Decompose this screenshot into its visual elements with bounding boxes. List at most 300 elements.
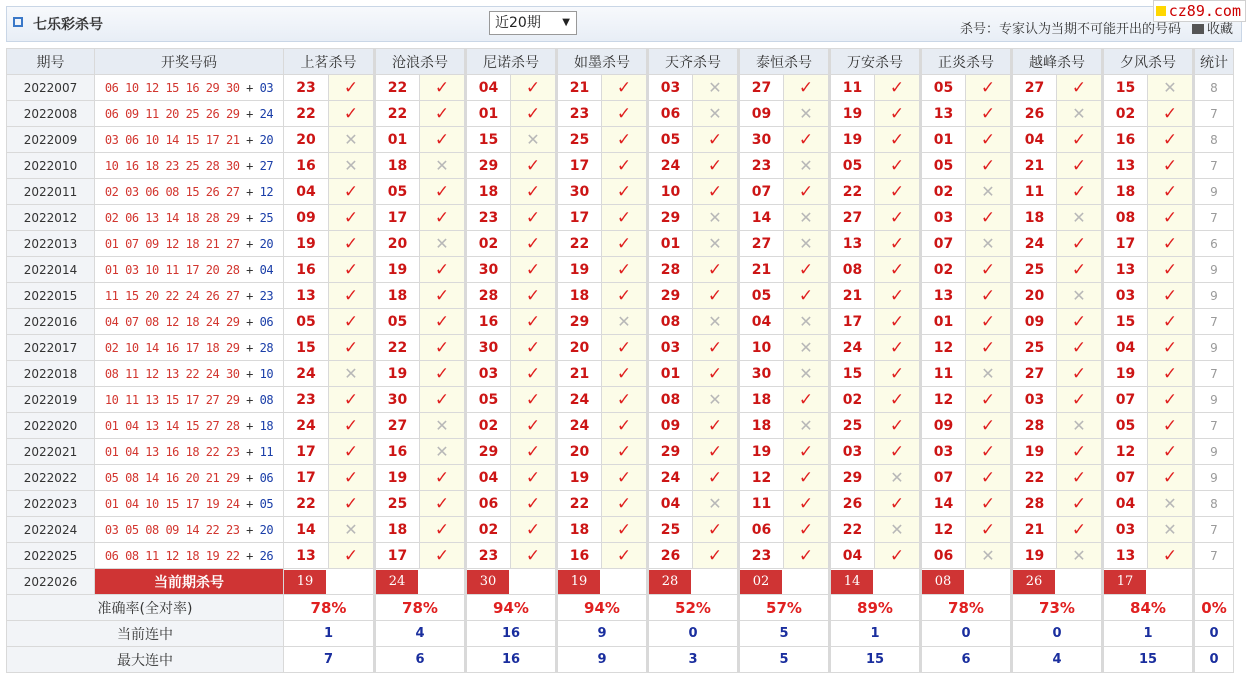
check-icon: ✓ [875, 491, 921, 517]
special-number: 20 [259, 522, 274, 537]
kill-number: 12 [921, 335, 966, 361]
kill-number: 21 [830, 283, 875, 309]
kill-number: 25 [1012, 257, 1057, 283]
check-icon: ✓ [511, 491, 557, 517]
top-bar [6, 6, 1242, 42]
check-icon: ✓ [693, 179, 739, 205]
period-range-select[interactable] [489, 11, 577, 35]
stat-value: 0 [1012, 621, 1103, 647]
col-expert: 越峰杀号 [1012, 49, 1103, 75]
check-icon: ✓ [1148, 283, 1194, 309]
cross-icon: ✕ [784, 231, 830, 257]
kill-number: 18 [557, 283, 602, 309]
stat-value: 15 [830, 647, 921, 673]
kill-number: 22 [830, 179, 875, 205]
hit-count: 7 [1194, 543, 1234, 569]
table-row [7, 101, 1234, 127]
page-title: 七乐彩杀号 [33, 17, 103, 33]
kill-number: 24 [830, 335, 875, 361]
table-row [7, 75, 1234, 101]
kill-number: 25 [557, 127, 602, 153]
cross-icon: ✕ [420, 439, 466, 465]
kill-number: 30 [739, 127, 784, 153]
special-number: 11 [259, 444, 274, 459]
kill-number: 17 [557, 205, 602, 231]
hit-count: 9 [1194, 387, 1234, 413]
check-icon: ✓ [602, 517, 648, 543]
check-icon: ✓ [1057, 257, 1103, 283]
stat-value: 16 [466, 647, 557, 673]
kill-number: 24 [557, 413, 602, 439]
kill-number: 18 [557, 517, 602, 543]
check-icon: ✓ [602, 491, 648, 517]
check-icon: ✓ [693, 543, 739, 569]
stat-value: 84% [1103, 595, 1194, 621]
hit-count: 7 [1194, 517, 1234, 543]
check-icon: ✓ [1148, 231, 1194, 257]
current-kill-cell [1012, 569, 1103, 595]
kill-number: 28 [1012, 491, 1057, 517]
kill-number: 26 [830, 491, 875, 517]
stat-value: 73% [1012, 595, 1103, 621]
hit-count: 8 [1194, 75, 1234, 101]
kill-number: 21 [1012, 517, 1057, 543]
kill-number: 19 [1012, 543, 1057, 569]
current-kill-number: 28 [649, 570, 691, 594]
table-row [7, 205, 1234, 231]
check-icon: ✓ [784, 543, 830, 569]
stat-value: 5 [739, 621, 830, 647]
hit-count: 9 [1194, 179, 1234, 205]
kill-number: 16 [284, 153, 329, 179]
plus-sign: + [239, 418, 260, 433]
current-kill-number: 19 [558, 570, 600, 594]
stat-value: 94% [466, 595, 557, 621]
kill-number: 04 [1103, 335, 1148, 361]
cross-icon: ✕ [1148, 517, 1194, 543]
draw-numbers: 10 11 13 15 17 27 29 [104, 392, 240, 407]
plus-sign: + [239, 496, 260, 511]
stat-value: 4 [375, 621, 466, 647]
check-icon: ✓ [602, 439, 648, 465]
kill-number: 13 [921, 101, 966, 127]
kill-number: 17 [1103, 231, 1148, 257]
stat-value: 9 [557, 621, 648, 647]
kill-number: 08 [648, 309, 693, 335]
check-icon: ✓ [602, 387, 648, 413]
hit-count: 6 [1194, 231, 1234, 257]
special-number: 08 [259, 392, 274, 407]
stat-value: 78% [375, 595, 466, 621]
stat-value: 78% [921, 595, 1012, 621]
kill-number: 03 [830, 439, 875, 465]
cross-icon: ✕ [329, 361, 375, 387]
check-icon: ✓ [875, 153, 921, 179]
check-icon: ✓ [1057, 309, 1103, 335]
check-icon: ✓ [1057, 387, 1103, 413]
special-number: 25 [259, 210, 274, 225]
kill-definition-note: 杀号：专家认为当期不可能开出的号码 [959, 22, 1181, 37]
hit-count: 9 [1194, 439, 1234, 465]
stat-value: 1 [1103, 621, 1194, 647]
kill-number: 12 [921, 387, 966, 413]
kill-number: 29 [648, 283, 693, 309]
special-number: 03 [259, 80, 274, 95]
kill-number: 22 [557, 231, 602, 257]
kill-number: 30 [466, 335, 511, 361]
table-row [7, 465, 1234, 491]
kill-number: 10 [648, 179, 693, 205]
period-cell: 2022020 [7, 413, 95, 439]
kill-number: 17 [284, 465, 329, 491]
check-icon: ✓ [693, 257, 739, 283]
check-icon: ✓ [420, 491, 466, 517]
draw-numbers: 01 07 09 12 18 21 27 [104, 236, 240, 251]
draw-cell [95, 439, 284, 465]
kill-number: 03 [648, 75, 693, 101]
draw-cell [95, 465, 284, 491]
draw-cell [95, 231, 284, 257]
draw-numbers: 10 16 18 23 25 28 30 [104, 158, 240, 173]
period-cell: 2022018 [7, 361, 95, 387]
col-period: 期号 [7, 49, 95, 75]
cross-icon: ✕ [875, 465, 921, 491]
kill-number: 18 [1012, 205, 1057, 231]
check-icon: ✓ [875, 387, 921, 413]
check-icon: ✓ [602, 179, 648, 205]
col-expert: 泰恒杀号 [739, 49, 830, 75]
kill-number: 02 [466, 231, 511, 257]
kill-number: 07 [921, 465, 966, 491]
check-icon: ✓ [602, 101, 648, 127]
period-cell: 2022008 [7, 101, 95, 127]
kill-number: 02 [466, 413, 511, 439]
check-icon: ✓ [511, 75, 557, 101]
cross-icon: ✕ [784, 153, 830, 179]
kill-number: 01 [921, 309, 966, 335]
kill-number: 09 [284, 205, 329, 231]
draw-cell [95, 361, 284, 387]
special-number: 20 [259, 236, 274, 251]
square-icon [13, 17, 23, 27]
kill-number: 06 [466, 491, 511, 517]
kill-number: 12 [739, 465, 784, 491]
kill-number: 14 [739, 205, 784, 231]
kill-number: 23 [739, 153, 784, 179]
hit-count: 8 [1194, 491, 1234, 517]
special-number: 05 [259, 496, 274, 511]
kill-number: 11 [921, 361, 966, 387]
draw-numbers: 06 09 11 20 25 26 29 [104, 106, 240, 121]
kill-number: 05 [466, 387, 511, 413]
kill-number: 27 [739, 231, 784, 257]
table-row [7, 413, 1234, 439]
period-cell: 2022013 [7, 231, 95, 257]
check-icon: ✓ [602, 361, 648, 387]
check-icon: ✓ [511, 205, 557, 231]
period-cell: 2022010 [7, 153, 95, 179]
check-icon: ✓ [511, 179, 557, 205]
check-icon: ✓ [329, 335, 375, 361]
kill-number: 08 [1103, 205, 1148, 231]
draw-numbers: 01 04 13 16 18 22 23 [104, 444, 240, 459]
plus-sign: + [239, 548, 260, 563]
kill-number: 05 [284, 309, 329, 335]
period-cell: 2022017 [7, 335, 95, 361]
check-icon: ✓ [875, 257, 921, 283]
cross-icon: ✕ [693, 309, 739, 335]
check-icon: ✓ [1057, 517, 1103, 543]
hit-count: 9 [1194, 335, 1234, 361]
table-row [7, 491, 1234, 517]
kill-number: 19 [557, 465, 602, 491]
check-icon: ✓ [784, 439, 830, 465]
kill-number: 13 [1103, 257, 1148, 283]
special-number: 27 [259, 158, 274, 173]
stat-value: 6 [921, 647, 1012, 673]
kill-number: 29 [557, 309, 602, 335]
kill-number: 05 [830, 153, 875, 179]
check-icon: ✓ [329, 465, 375, 491]
check-icon: ✓ [1148, 153, 1194, 179]
kill-number: 06 [739, 517, 784, 543]
check-icon: ✓ [693, 127, 739, 153]
check-icon: ✓ [329, 257, 375, 283]
draw-numbers: 03 05 08 09 14 22 23 [104, 522, 240, 537]
hit-count: 9 [1194, 465, 1234, 491]
period-cell: 2022011 [7, 179, 95, 205]
kill-number: 21 [739, 257, 784, 283]
cross-icon: ✕ [784, 309, 830, 335]
kill-number: 13 [284, 283, 329, 309]
cross-icon: ✕ [693, 491, 739, 517]
kill-number: 18 [1103, 179, 1148, 205]
plus-sign: + [239, 522, 260, 537]
plus-sign: + [239, 392, 260, 407]
stat-total: 0% [1194, 595, 1234, 621]
plus-sign: + [239, 106, 260, 121]
check-icon: ✓ [602, 335, 648, 361]
stat-value: 7 [284, 647, 375, 673]
kill-number: 22 [375, 335, 420, 361]
kill-number: 05 [375, 309, 420, 335]
check-icon: ✓ [1148, 101, 1194, 127]
check-icon: ✓ [1148, 179, 1194, 205]
current-kill-cell [921, 569, 1012, 595]
current-kill-number: 02 [740, 570, 782, 594]
kill-number: 12 [921, 517, 966, 543]
check-icon: ✓ [329, 205, 375, 231]
special-number: 24 [259, 106, 274, 121]
kill-number: 07 [1103, 465, 1148, 491]
check-icon: ✓ [420, 205, 466, 231]
check-icon: ✓ [420, 283, 466, 309]
draw-numbers: 01 04 13 14 15 27 28 [104, 418, 240, 433]
cross-icon: ✕ [693, 75, 739, 101]
favorite-label: 收藏 [1206, 22, 1233, 37]
draw-numbers: 03 06 10 14 15 17 21 [104, 132, 240, 147]
kill-number: 18 [375, 283, 420, 309]
check-icon: ✓ [875, 413, 921, 439]
cross-icon: ✕ [1057, 205, 1103, 231]
kill-number: 14 [284, 517, 329, 543]
check-icon: ✓ [602, 465, 648, 491]
header-row [7, 49, 1234, 75]
col-stat: 统计 [1194, 49, 1234, 75]
bookmark-icon [1192, 24, 1204, 34]
check-icon: ✓ [693, 413, 739, 439]
kill-number: 22 [830, 517, 875, 543]
kill-number: 11 [830, 75, 875, 101]
draw-cell [95, 205, 284, 231]
hit-count: 7 [1194, 205, 1234, 231]
period-cell: 2022024 [7, 517, 95, 543]
col-expert: 万安杀号 [830, 49, 921, 75]
kill-number: 19 [1012, 439, 1057, 465]
check-icon: ✓ [602, 413, 648, 439]
check-icon: ✓ [1057, 491, 1103, 517]
cross-icon: ✕ [1057, 283, 1103, 309]
kill-number: 19 [557, 257, 602, 283]
check-icon: ✓ [1057, 335, 1103, 361]
check-icon: ✓ [602, 153, 648, 179]
kill-number: 18 [466, 179, 511, 205]
kill-number: 17 [830, 309, 875, 335]
check-icon: ✓ [602, 75, 648, 101]
check-icon: ✓ [784, 491, 830, 517]
cross-icon: ✕ [1057, 543, 1103, 569]
check-icon: ✓ [784, 283, 830, 309]
kill-number: 30 [739, 361, 784, 387]
kill-number: 17 [375, 205, 420, 231]
draw-numbers: 11 15 20 22 24 26 27 [104, 288, 240, 303]
stat-value: 57% [739, 595, 830, 621]
check-icon: ✓ [784, 257, 830, 283]
kill-number: 22 [557, 491, 602, 517]
stat-value: 0 [648, 621, 739, 647]
check-icon: ✓ [420, 335, 466, 361]
kill-number: 16 [557, 543, 602, 569]
stat-value: 9 [557, 647, 648, 673]
table-row [7, 543, 1234, 569]
kill-number: 19 [830, 127, 875, 153]
current-kill-number: 30 [467, 570, 509, 594]
check-icon: ✓ [693, 283, 739, 309]
kill-number: 13 [1103, 153, 1148, 179]
check-icon: ✓ [966, 517, 1012, 543]
stat-value: 78% [284, 595, 375, 621]
hit-count: 7 [1194, 309, 1234, 335]
check-icon: ✓ [784, 179, 830, 205]
stat-label: 准确率(全对率) [7, 595, 284, 621]
period-range-value: 近20期 [495, 15, 541, 31]
kill-number: 26 [1012, 101, 1057, 127]
kill-number: 13 [830, 231, 875, 257]
check-icon: ✓ [602, 205, 648, 231]
check-icon: ✓ [1148, 205, 1194, 231]
period-cell: 2022019 [7, 387, 95, 413]
check-icon: ✓ [511, 153, 557, 179]
kill-number: 06 [648, 101, 693, 127]
draw-numbers: 02 03 06 08 15 26 27 [104, 184, 240, 199]
check-icon: ✓ [329, 439, 375, 465]
check-icon: ✓ [329, 413, 375, 439]
draw-cell [95, 309, 284, 335]
kill-number: 01 [921, 127, 966, 153]
stat-total: 0 [1194, 621, 1234, 647]
check-icon: ✓ [420, 465, 466, 491]
stat-value: 0 [921, 621, 1012, 647]
period-cell: 2022012 [7, 205, 95, 231]
draw-cell [95, 517, 284, 543]
check-icon: ✓ [511, 283, 557, 309]
check-icon: ✓ [1057, 127, 1103, 153]
check-icon: ✓ [966, 101, 1012, 127]
current-kill-cell [739, 569, 830, 595]
kill-number: 23 [739, 543, 784, 569]
table-row [7, 387, 1234, 413]
kill-number: 24 [648, 153, 693, 179]
special-number: 10 [259, 366, 274, 381]
draw-cell [95, 127, 284, 153]
plus-sign: + [239, 236, 260, 251]
kill-number: 04 [284, 179, 329, 205]
draw-numbers: 02 10 14 16 17 18 29 [104, 340, 240, 355]
draw-cell [95, 75, 284, 101]
check-icon: ✓ [966, 257, 1012, 283]
kill-number: 26 [648, 543, 693, 569]
kill-number: 09 [921, 413, 966, 439]
kill-number: 10 [739, 335, 784, 361]
col-expert: 夕风杀号 [1103, 49, 1194, 75]
check-icon: ✓ [511, 413, 557, 439]
cross-icon: ✕ [329, 153, 375, 179]
check-icon: ✓ [511, 439, 557, 465]
check-icon: ✓ [511, 361, 557, 387]
period-cell: 2022023 [7, 491, 95, 517]
plus-sign: + [239, 80, 260, 95]
kill-number: 27 [830, 205, 875, 231]
check-icon: ✓ [875, 127, 921, 153]
stat-value: 52% [648, 595, 739, 621]
plus-sign: + [239, 210, 260, 225]
col-expert: 上茗杀号 [284, 49, 375, 75]
check-icon: ✓ [693, 153, 739, 179]
stat-value: 1 [284, 621, 375, 647]
check-icon: ✓ [1057, 465, 1103, 491]
hit-count: 7 [1194, 153, 1234, 179]
check-icon: ✓ [420, 543, 466, 569]
kill-number: 03 [921, 205, 966, 231]
check-icon: ✓ [875, 231, 921, 257]
kill-number: 03 [1103, 283, 1148, 309]
check-icon: ✓ [966, 491, 1012, 517]
current-stat-cell [1194, 569, 1234, 595]
check-icon: ✓ [875, 361, 921, 387]
current-kill-cell [648, 569, 739, 595]
kill-number: 15 [830, 361, 875, 387]
table-row [7, 179, 1234, 205]
kill-number: 19 [830, 101, 875, 127]
cross-icon: ✕ [329, 127, 375, 153]
table-row [7, 335, 1234, 361]
kill-number: 28 [466, 283, 511, 309]
check-icon: ✓ [602, 283, 648, 309]
check-icon: ✓ [875, 335, 921, 361]
cross-icon: ✕ [1148, 75, 1194, 101]
check-icon: ✓ [875, 543, 921, 569]
check-icon: ✓ [420, 127, 466, 153]
